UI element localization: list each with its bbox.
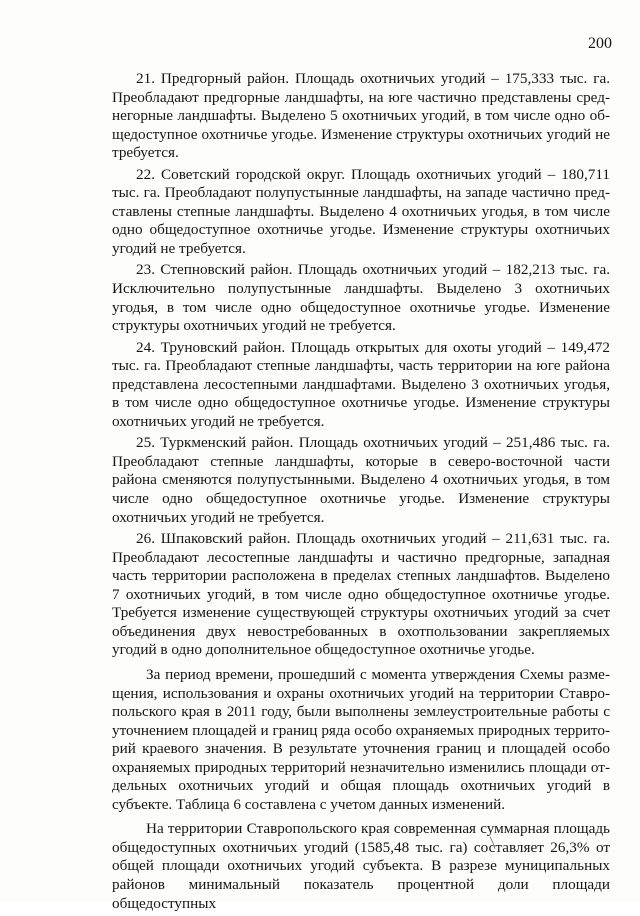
paragraph-predgorny-district: 21. Предгорный район. Площадь охотничьих угодий – 175,333 тыс. га. Преобладают предгорные ландшафты, на юге частично представлены среднегорные ландшафты. Выделено 5 охотничьих угодий, в том числе одно общедоступное охотничье угодье. Изменение структуры охотничьих угодий не требуется.: [112, 70, 610, 162]
paragraph-turkmensky-district: 25. Туркменский район. Площадь охотничьих угодий – 251,486 тыс. га. Преобладают степные ландшафты, которые в северо-восточной части района сменяются полупустынными. Выделено 4 охотничьих угодья, в том числе одно общедоступное охотничье угодье. Изменение структуры охотничьих угодий не требуется.: [112, 434, 610, 526]
document-body: [112, 70, 610, 916]
scan-artifact-mark: [488, 836, 502, 850]
paragraph-boundary-changes: За период времени, прошедший с момента утверждения Схемы размещения, использования и охраны охотничьих угодий на территории Ставропольского края в 2011 году, были выполнены землеустроительные работы с уточнением площадей и границ ряда особо охраняемых природных территорий краевого значения. В результате уточнения границ и площадей особо охраняемых природных территорий незначительно изменились площади отдельных охотничьих угодий и общая площадь охотничьих угодий в субъекте. Таблица 6 составлена с учетом данных изменений.: [112, 665, 610, 813]
page-number: 200: [588, 35, 612, 52]
paragraph-stepnovsky-district: 23. Степновский район. Площадь охотничьих угодий – 182,213 тыс. га. Исключительно полупустынные ландшафты. Выделено 3 охотничьих угодья, в том числе одно общедоступное охотничье угодье. Изменение структуры охотничьих угодий не требуется.: [112, 261, 610, 335]
paragraph-trunovsky-district: 24. Труновский район. Площадь открытых для охоты угодий – 149,472 тыс. га. Преобладают степные ландшафты, часть территории на юге района представлена лесостепными ландшафтами. Выделено 3 охотничьих угодья, в том числе одно общедоступное охотничье угодье. Изменение структуры охотничьих угодий не требуется.: [112, 338, 610, 430]
paragraph-sovetsky-district: 22. Советский городской округ. Площадь охотничьих угодий – 180,711 тыс. га. Преобладают полупустынные ландшафты, на западе частично представлены степные ландшафты. Выделено 4 охотничьих угодья, в том числе одно общедоступное охотничье угодье. Изменение структуры охотничьих угодий не требуется.: [112, 165, 610, 257]
paragraph-shpakovsky-district: 26. Шпаковский район. Площадь охотничьих угодий – 211,631 тыс. га. Преобладают лесостепные ландшафты и частично предгорные, западная часть территории расположена в пределах степных ландшафтов. Выделено 7 охотничьих угодий, в том числе одно общедоступное охотничье угодье. Требуется изменение существующей структуры охотничьих угодий за счет объединения двух невостребованных в охотпользовании закрепляемых угодий в одно дополнительное общедоступное охотничье угодье.: [112, 530, 610, 659]
paragraph-public-hunting-share: На территории Ставропольского края современная суммарная площадь общедоступных охотничьих угодий (1585,48 тыс. га) составляет 26,3% от общей площади охотничьих угодий субъекта. В разрезе муниципальных районов минимальный показатель процентной доли площади общедоступных: [112, 820, 610, 912]
